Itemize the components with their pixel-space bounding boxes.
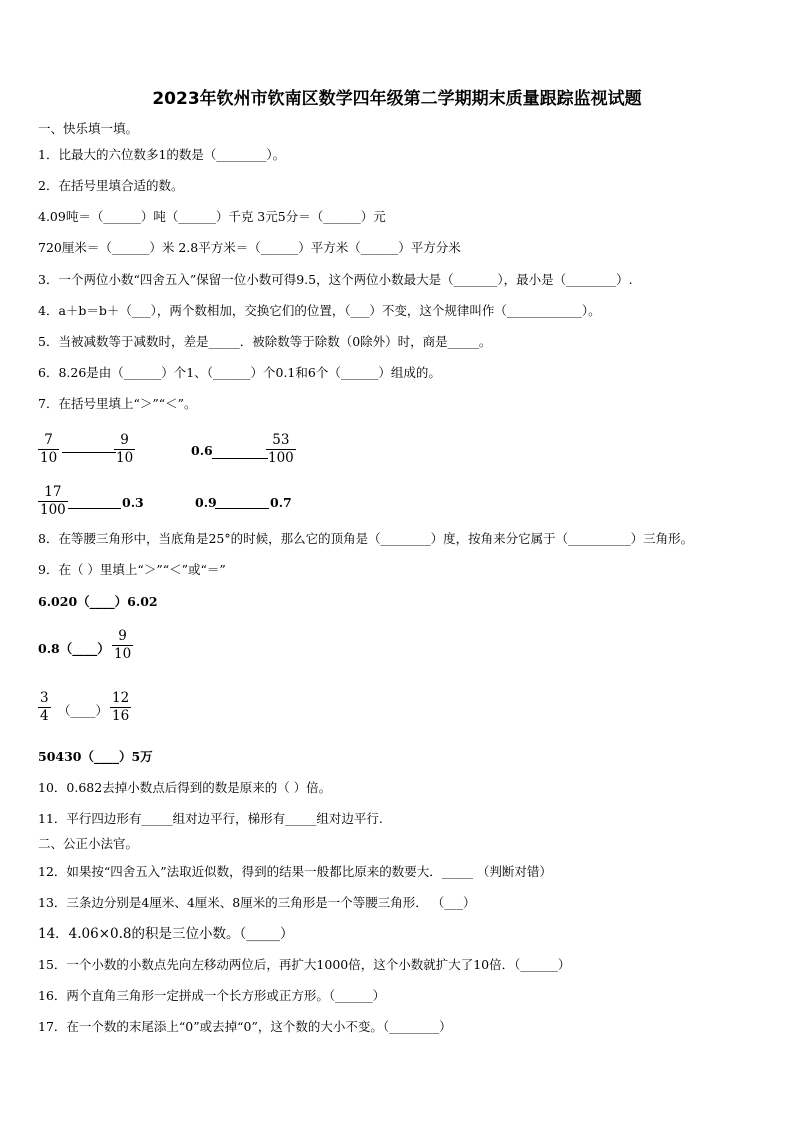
question-15: 15．一个小数的小数点先向左移动两位后，再扩大1000倍，这个小数就扩大了10倍．（______） (38, 957, 571, 972)
question-9c-blank: （____） (58, 703, 109, 718)
question-2b: 720厘米＝（______）米 2.8平方米＝（______）平方米（______）平方分米 (38, 240, 461, 255)
page-title: 2023年钦州市钦南区数学四年级第二学期期末质量跟踪监视试题 (152, 89, 642, 109)
fraction-17-100 (38, 484, 68, 519)
fraction-9-10 (112, 628, 133, 663)
question-13: 13．三条边分别是4厘米、4厘米、8厘米的三角形是一个等腰三角形． （___） (38, 895, 476, 910)
fraction-7-10 (38, 432, 59, 467)
numerator: 9 (114, 432, 135, 450)
denominator: 10 (116, 450, 134, 466)
question-8: 8．在等腰三角形中，当底角是25°的时候，那么它的顶角是（________）度，按角来分它属于（__________）三角形。 (38, 531, 694, 546)
section-heading-2: 二、公正小法官。 (38, 836, 139, 851)
numerator: 12 (112, 690, 130, 706)
question-9d: 50430（____）5万 (38, 749, 153, 764)
question-2a: 4.09吨＝（______）吨（______）千克 3元5分＝（______）元 (38, 209, 386, 224)
question-2: 2．在括号里填合适的数。 (38, 178, 184, 193)
denominator: 16 (112, 708, 130, 724)
fraction-53-100 (266, 432, 296, 467)
value-0-9: 0.9 (195, 495, 217, 510)
value-0-3: 0.3 (122, 495, 144, 510)
fraction-12-16 (110, 690, 131, 725)
denominator: 4 (40, 708, 49, 724)
denominator: 10 (40, 450, 58, 466)
numerator: 17 (38, 484, 68, 502)
question-4: 4．a＋b＝b＋（___），两个数相加，交换它们的位置，（___）不变，这个规律叫作（____________）。 (38, 303, 601, 318)
answer-blank (62, 452, 116, 453)
numerator: 3 (40, 690, 49, 706)
value-0-6: 0.6 (191, 443, 213, 458)
question-14: 14．4.06×0.8的积是三位小数。（_____） (38, 926, 294, 942)
denominator: 10 (114, 646, 132, 662)
section-heading-1: 一、快乐填一填。 (38, 121, 139, 136)
numerator: 7 (38, 432, 59, 450)
question-9: 9．在（ ）里填上“＞”“＜”或“＝” (38, 562, 226, 577)
answer-blank (215, 508, 269, 509)
question-6: 6．8.26是由（______）个1、（______）个0.1和6个（______）组成的。 (38, 365, 441, 380)
denominator: 100 (268, 450, 294, 466)
question-11: 11．平行四边形有_____组对边平行，梯形有_____组对边平行. (38, 811, 383, 826)
question-10: 10．0.682去掉小数点后得到的数是原来的（ ）倍。 (38, 780, 332, 795)
question-17: 17．在一个数的末尾添上“0”或去掉“0”，这个数的大小不变。（________） (38, 1019, 452, 1034)
numerator: 53 (266, 432, 296, 450)
fraction-3-4 (38, 690, 51, 725)
numerator: 9 (112, 628, 133, 646)
question-16: 16．两个直角三角形一定拼成一个长方形或正方形。（______） (38, 988, 386, 1003)
answer-blank (68, 508, 121, 509)
question-12: 12．如果按“四舍五入”法取近似数，得到的结果一般都比原来的数要大．_____ （判断对错） (38, 864, 552, 879)
value-0-7: 0.7 (270, 495, 292, 510)
question-9b-left: 0.8（____） (38, 641, 110, 656)
question-3: 3．一个两位小数“四舍五入”保留一位小数可得9.5，这个两位小数最大是（_______），最小是（________）. (38, 272, 633, 287)
question-5: 5．当被减数等于减数时，差是_____．被除数等于除数（0除外）时，商是_____。 (38, 334, 492, 349)
question-7: 7．在括号里填上“＞”“＜”。 (38, 396, 197, 411)
denominator: 100 (40, 502, 66, 518)
fraction-9-10 (114, 432, 135, 467)
answer-blank (212, 458, 268, 459)
question-1: 1．比最大的六位数多1的数是（________）。 (38, 147, 286, 162)
question-9a: 6.020（____）6.02 (38, 594, 158, 609)
